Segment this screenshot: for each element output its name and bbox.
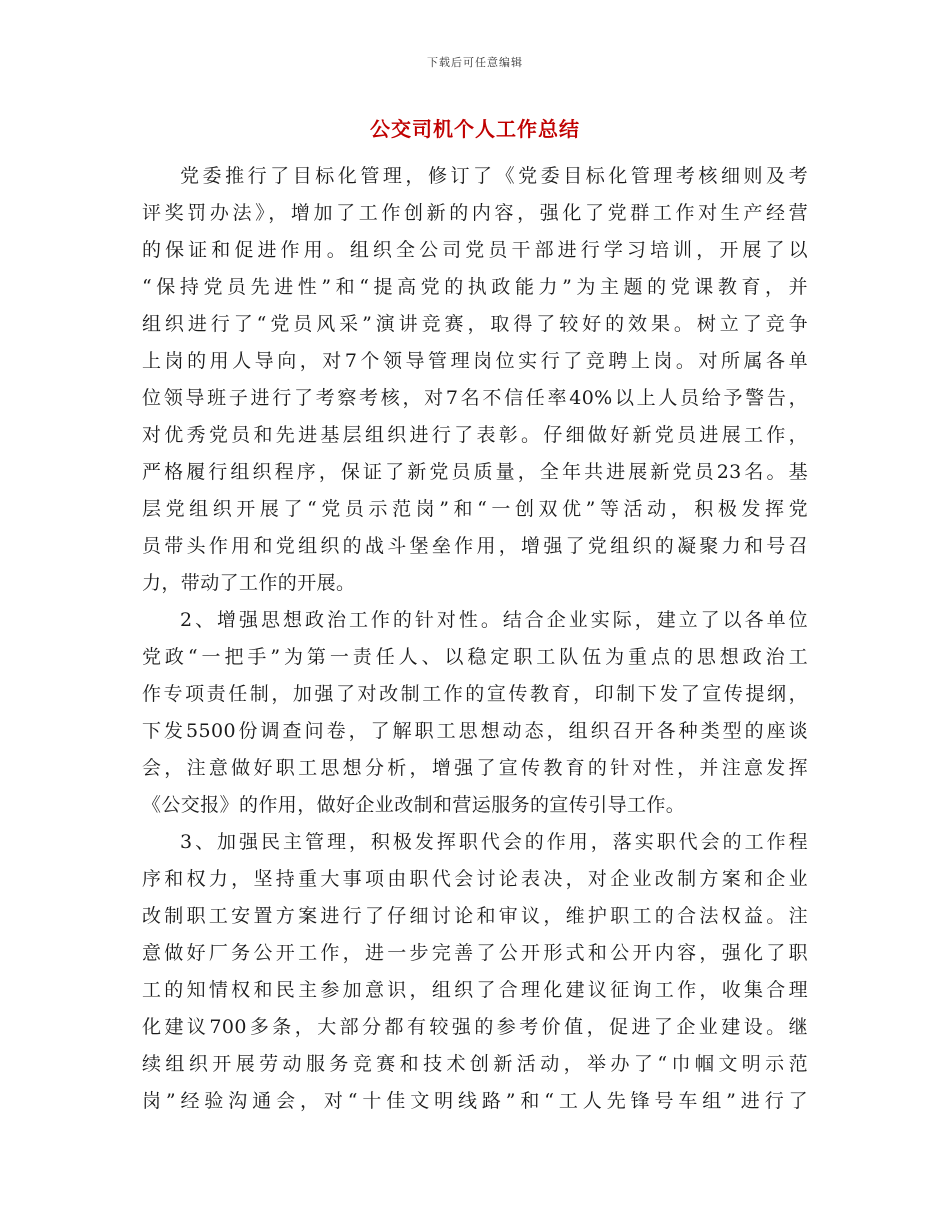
header-note: 下载后可任意编辑 xyxy=(427,56,523,69)
text-line: 意做好厂务公开工作，进一步完善了公开形式和公开内容，强化了职 xyxy=(142,942,808,964)
text-line: 层党组织开展了“党员示范岗”和“一创双优”等活动，积极发挥党 xyxy=(142,498,808,520)
text-line: 位领导班子进行了考察考核，对7名不信任率40%以上人员给予警告， xyxy=(142,387,808,409)
text-line: 组织进行了“党员风采”演讲竞赛，取得了较好的效果。树立了竞争 xyxy=(142,313,808,335)
text-line: 力，带动了工作的开展。 xyxy=(142,572,356,594)
text-line: 会，注意做好职工思想分析，增强了宣传教育的针对性，并注意发挥 xyxy=(142,757,808,779)
text-line: 工的知情权和民主参加意识，组织了合理化建议征询工作，收集合理 xyxy=(142,979,808,1001)
text-line: 作专项责任制，加强了对改制工作的宣传教育，印制下发了宣传提纲， xyxy=(142,683,808,705)
document-title: 公交司机个人工作总结 xyxy=(370,117,580,141)
text-line: 党委推行了目标化管理，修订了《党委目标化管理考核细则及考 xyxy=(180,165,808,187)
text-line: 续组织开展劳动服务竞赛和技术创新活动，举办了“巾帼文明示范 xyxy=(142,1053,808,1075)
text-line: 党政“一把手”为第一责任人、以稳定职工队伍为重点的思想政治工 xyxy=(142,646,808,668)
text-line: 的保证和促进作用。组织全公司党员干部进行学习培训，开展了以 xyxy=(142,239,808,261)
text-line: 2、增强思想政治工作的针对性。结合企业实际，建立了以各单位 xyxy=(180,609,808,631)
document-body xyxy=(142,158,808,1120)
text-line: 化建议700多条，大部分都有较强的参考价值，促进了企业建设。继 xyxy=(142,1016,808,1038)
text-line: 评奖罚办法》，增加了工作创新的内容，强化了党群工作对生产经营 xyxy=(142,202,808,224)
text-line: 员带头作用和党组织的战斗堡垒作用，增强了党组织的凝聚力和号召 xyxy=(142,535,808,557)
text-line: 序和权力，坚持重大事项由职代会讨论表决，对企业改制方案和企业 xyxy=(142,868,808,890)
text-line: 严格履行组织程序，保证了新党员质量，全年共进展新党员23名。基 xyxy=(142,461,808,483)
text-line: “保持党员先进性”和“提高党的执政能力”为主题的党课教育，并 xyxy=(142,276,808,298)
text-line: 改制职工安置方案进行了仔细讨论和审议，维护职工的合法权益。注 xyxy=(142,905,808,927)
text-line: 上岗的用人导向，对7个领导管理岗位实行了竞聘上岗。对所属各单 xyxy=(142,350,808,372)
text-line: 岗”经验沟通会，对“十佳文明线路”和“工人先锋号车组”进行了 xyxy=(142,1090,808,1112)
text-line: 《公交报》的作用，做好企业改制和营运服务的宣传引导工作。 xyxy=(142,794,686,816)
text-line: 3、加强民主管理，积极发挥职代会的作用，落实职代会的工作程 xyxy=(180,831,808,853)
text-line: 下发5500份调查问卷，了解职工思想动态，组织召开各种类型的座谈 xyxy=(142,720,808,742)
text-line: 对优秀党员和先进基层组织进行了表彰。仔细做好新党员进展工作， xyxy=(142,424,808,446)
